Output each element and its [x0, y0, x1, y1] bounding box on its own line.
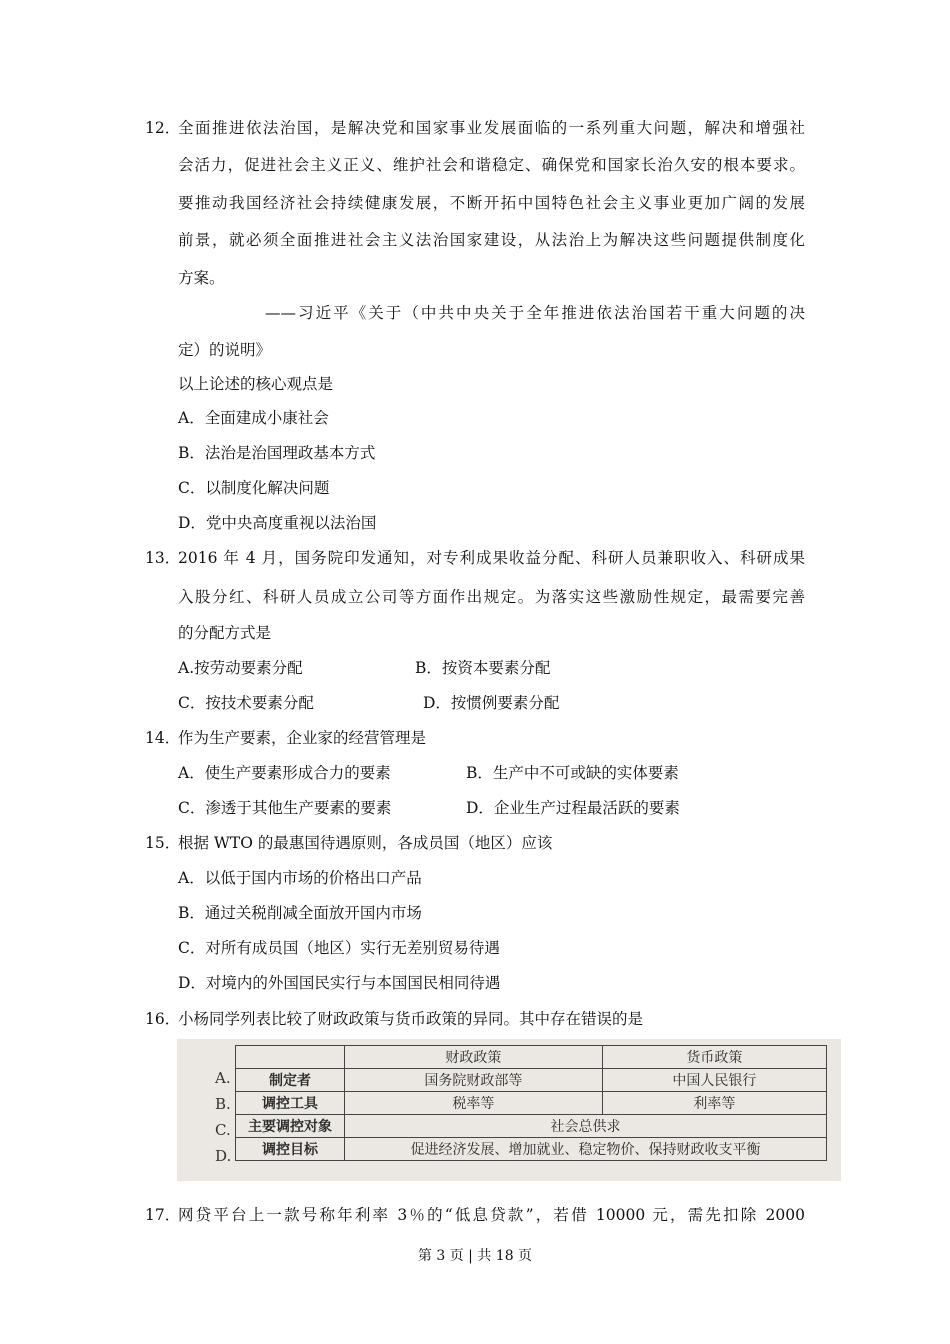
q13-option-d: D．按惯例要素分配	[423, 694, 560, 712]
q13-text-line: 的分配方式是	[178, 624, 272, 642]
header-empty	[236, 1046, 345, 1069]
q14-stem: 作为生产要素，企业家的经营管理是	[178, 729, 427, 747]
q14-option-d: D．企业生产过程最活跃的要素	[466, 799, 680, 817]
row-label: 制定者	[236, 1069, 345, 1092]
fiscal-cell: 国务院财政部等	[345, 1069, 603, 1092]
row-letter-a: A.	[215, 1069, 231, 1087]
row-letter-d: D.	[215, 1147, 232, 1165]
q12-source: ——习近平《关于（中共中央关于全年推进依法治国若干重大问题的决	[265, 304, 805, 322]
table-header-row	[236, 1046, 827, 1069]
q16-stem: 小杨同学列表比较了财政政策与货币政策的异同。其中存在错误的是	[178, 1010, 644, 1028]
policy-comparison-table-image	[177, 1039, 841, 1181]
merged-cell: 促进经济发展、增加就业、稳定物价、保持财政收支平衡	[345, 1138, 827, 1161]
q12-text-line: 全面推进依法治国，是解决党和国家事业发展面临的一系列重大问题，解决和增强社	[178, 119, 805, 137]
q12-option-c: C．以制度化解决问题	[178, 479, 330, 497]
q12-text-line: 会活力，促进社会主义正义、维护社会和谐稳定、确保党和国家长治久安的根本要求。	[178, 156, 805, 174]
question-15-number: 15．	[145, 834, 181, 852]
table-row	[236, 1069, 827, 1092]
question-14-number: 14．	[145, 729, 181, 747]
q12-stem: 以上论述的核心观点是	[178, 375, 334, 393]
table-row	[236, 1092, 827, 1115]
q13-option-a: A.按劳动要素分配	[178, 659, 303, 677]
q15-option-c: C．对所有成员国（地区）实行无差别贸易待遇	[178, 939, 500, 957]
monetary-cell: 利率等	[602, 1092, 826, 1115]
row-letter-c: C.	[215, 1121, 231, 1139]
row-letter-b: B.	[215, 1095, 231, 1113]
row-label: 主要调控对象	[236, 1115, 345, 1138]
q12-text-line: 方案。	[178, 269, 225, 287]
table-row	[236, 1138, 827, 1161]
q15-stem: 根据 WTO 的最惠国待遇原则，各成员国（地区）应该	[178, 834, 553, 852]
q12-option-d: D．党中央高度重视以法治国	[178, 514, 377, 532]
q12-option-b: B．法治是治国理政基本方式	[178, 444, 376, 462]
q14-option-a: A．使生产要素形成合力的要素	[178, 764, 391, 782]
header-fiscal: 财政政策	[345, 1046, 603, 1069]
q12-source-cont: 定）的说明》	[178, 341, 272, 359]
policy-table	[235, 1045, 827, 1161]
question-17-number: 17．	[145, 1206, 181, 1224]
table-row	[236, 1115, 827, 1138]
header-monetary: 货币政策	[602, 1046, 826, 1069]
q15-option-d: D．对境内的外国国民实行与本国国民相同待遇	[178, 974, 501, 992]
q13-option-c: C．按技术要素分配	[178, 694, 314, 712]
fiscal-cell: 税率等	[345, 1092, 603, 1115]
page-footer: 第 3 页 | 共 18 页	[417, 1248, 533, 1264]
question-16-number: 16．	[145, 1010, 181, 1028]
row-label: 调控目标	[236, 1138, 345, 1161]
question-13-number: 13．	[145, 549, 181, 567]
q15-option-a: A．以低于国内市场的价格出口产品	[178, 869, 422, 887]
q14-option-c: C．渗透于其他生产要素的要素	[178, 799, 392, 817]
q12-text-line: 要推动我国经济社会持续健康发展，不断开拓中国特色社会主义事业更加广阔的发展	[178, 194, 805, 212]
monetary-cell: 中国人民银行	[602, 1069, 826, 1092]
q12-text-line: 前景，就必须全面推进社会主义法治国家建设，从法治上为解决这些问题提供制度化	[178, 231, 805, 249]
q12-option-a: A．全面建成小康社会	[178, 409, 329, 427]
q15-option-b: B．通过关税削减全面放开国内市场	[178, 904, 422, 922]
q13-text-line: 入股分红、科研人员成立公司等方面作出规定。为落实这些激励性规定，最需要完善	[178, 588, 805, 606]
question-12-number: 12．	[145, 119, 181, 137]
q17-text-line: 网贷平台上一款号称年利率 3％的“低息贷款”，若借 10000 元，需先扣除 2000	[178, 1206, 805, 1224]
row-label: 调控工具	[236, 1092, 345, 1115]
q14-option-b: B．生产中不可或缺的实体要素	[466, 764, 679, 782]
q13-option-b: B．按资本要素分配	[415, 659, 551, 677]
q13-text-line: 2016 年 4 月，国务院印发通知，对专利成果收益分配、科研人员兼职收入、科研成果	[178, 549, 805, 567]
merged-cell: 社会总供求	[345, 1115, 827, 1138]
